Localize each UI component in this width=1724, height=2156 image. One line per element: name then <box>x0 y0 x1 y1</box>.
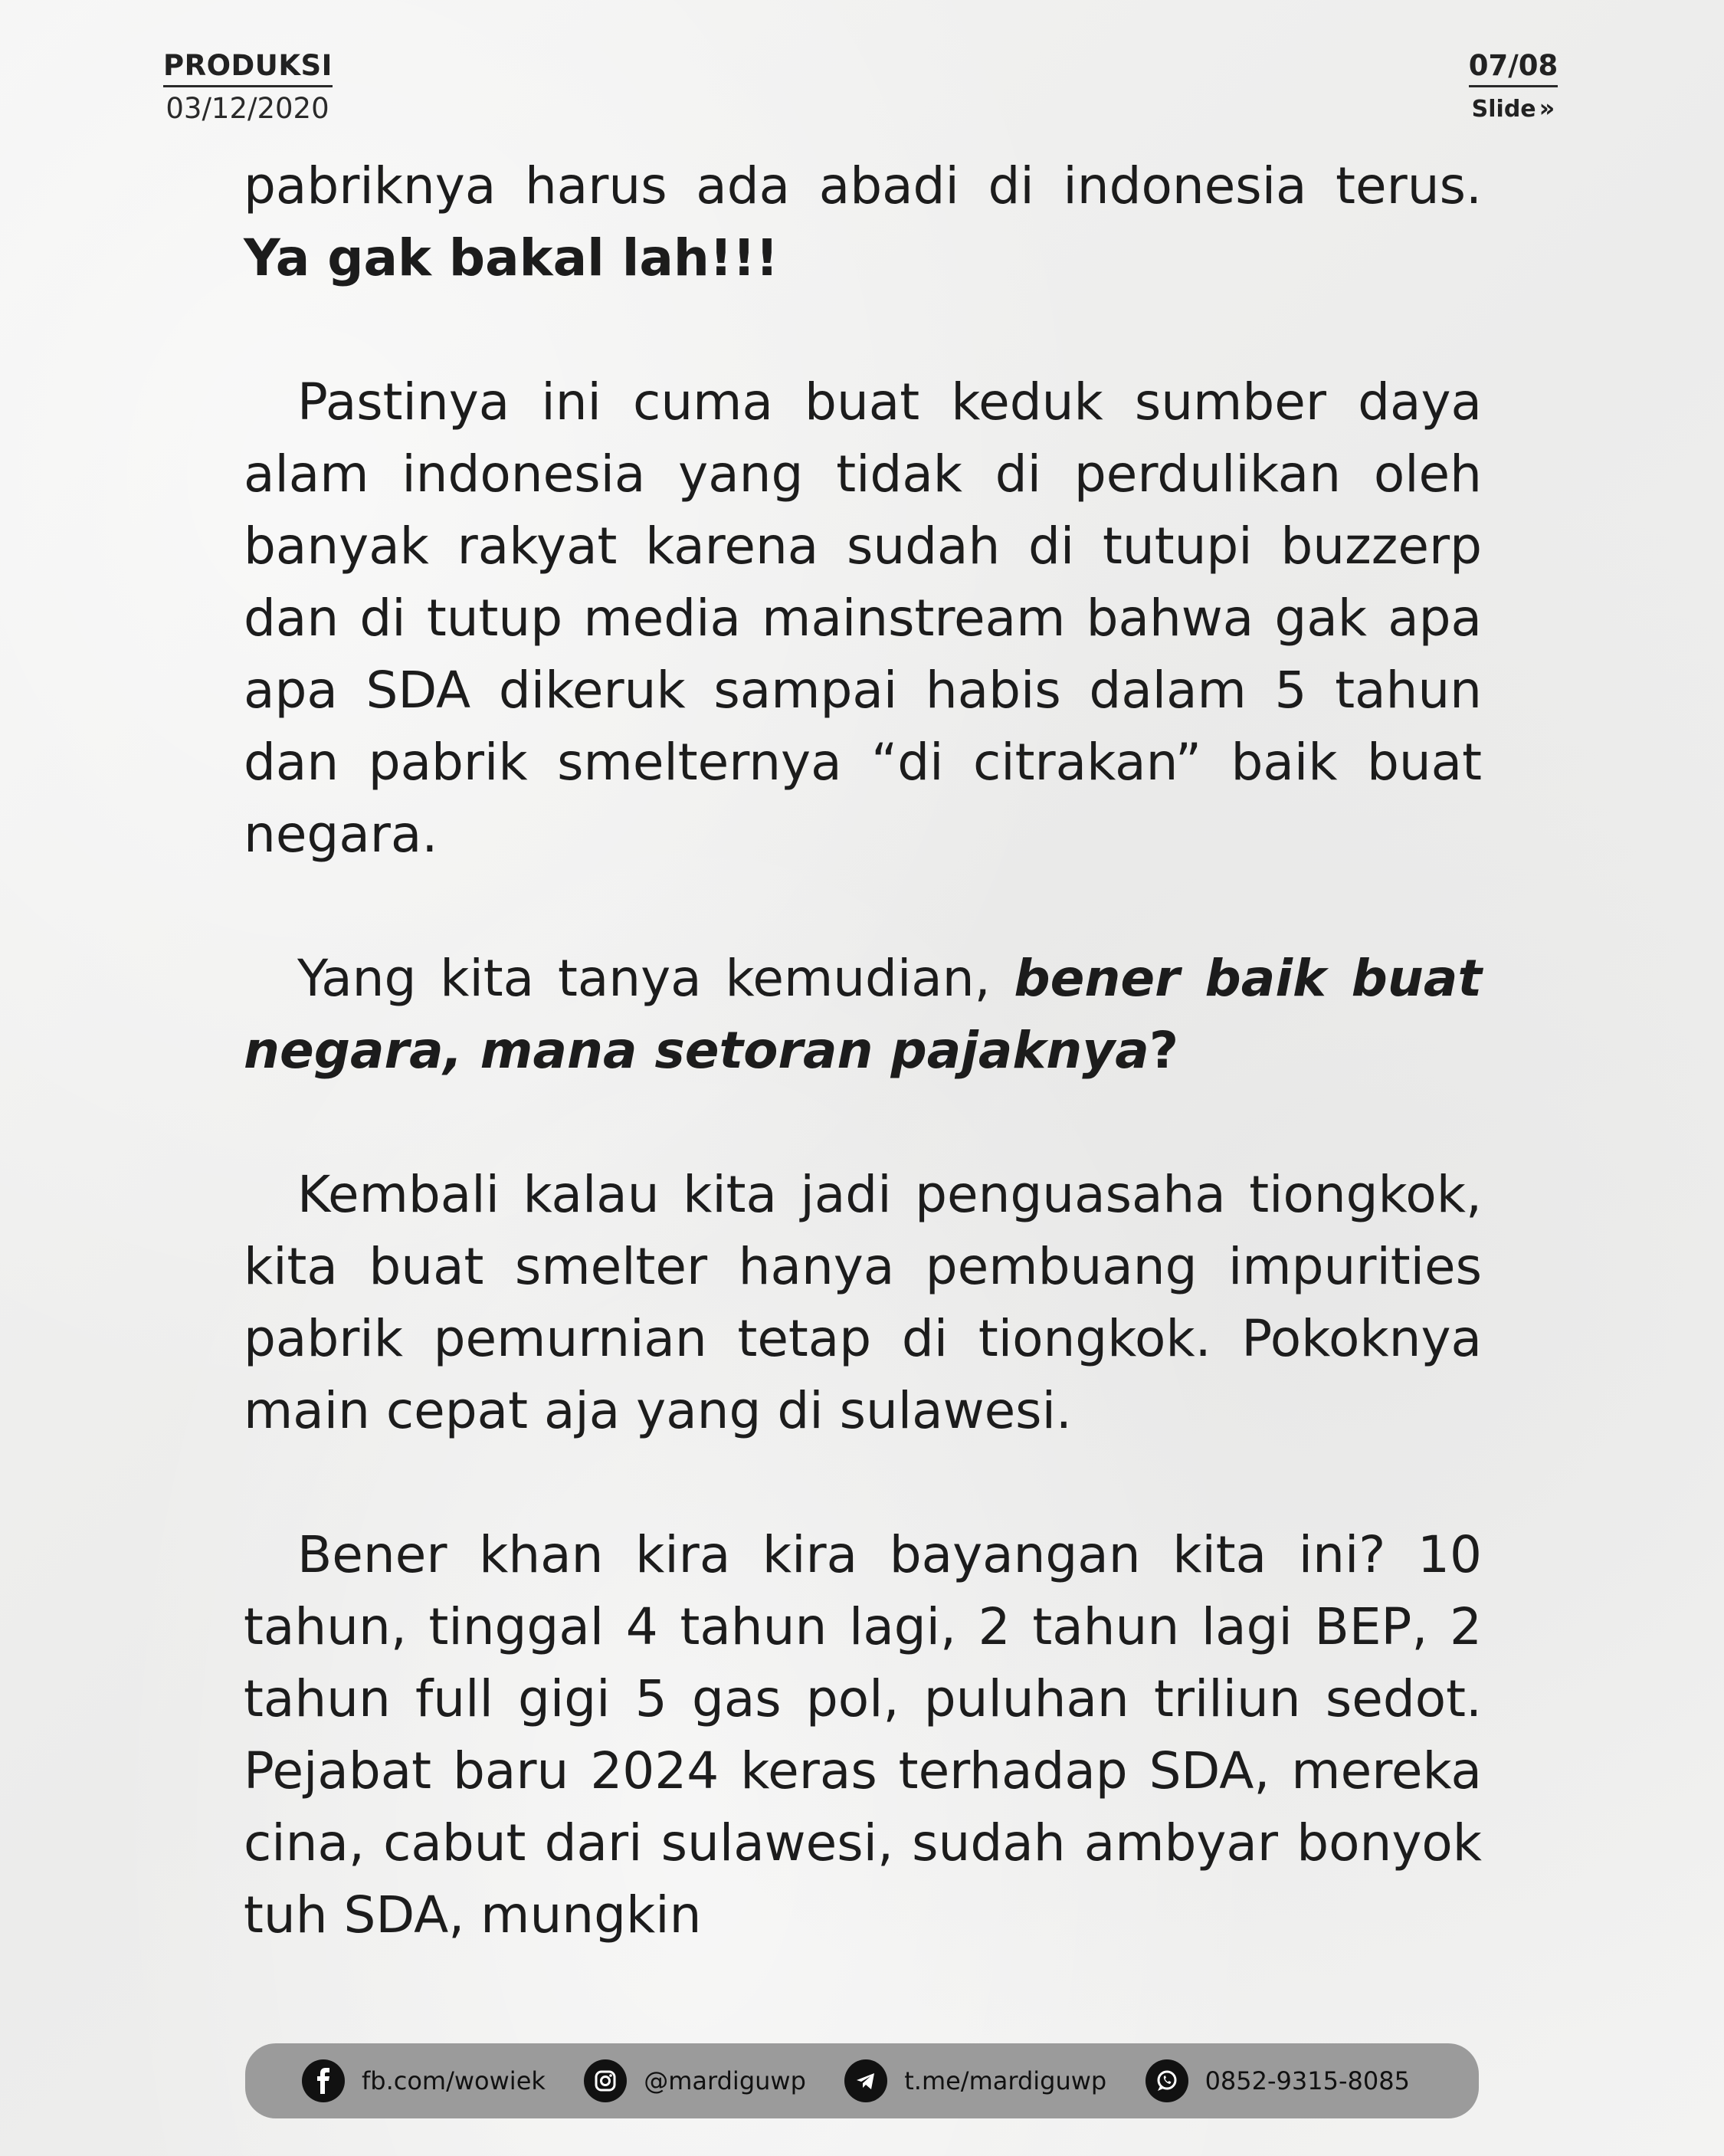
instagram-label: @mardiguwp <box>644 2066 806 2095</box>
paragraph-1-emphasis: Ya gak bakal lah!!! <box>244 228 779 287</box>
paragraph-3-question-mark: ? <box>1149 1021 1179 1080</box>
double-chevron-right-icon: » <box>1539 94 1555 123</box>
paragraph-3-text: Yang kita tanya kemudian, <box>297 949 1014 1008</box>
instagram-icon <box>584 2059 627 2102</box>
whatsapp-link[interactable] <box>1146 2059 1410 2102</box>
paragraph-3-emphasis: bener baik buat negara, mana setoran pajaknya <box>244 949 1482 1080</box>
paragraph-2-text: Pastinya ini cuma buat keduk sumber daya alam indonesia yang tidak di perdulikan oleh banyak rakyat karena sudah di tutupi buzzerp dan di tutup media mainstream bahwa gak apa apa SDA dikeruk sampai habis dalam 5 tahun dan pabrik smelternya “di citrakan” baik buat negara. <box>244 372 1482 864</box>
telegram-link[interactable] <box>844 2059 1106 2102</box>
article-body <box>244 150 1482 1951</box>
instagram-link[interactable] <box>584 2059 806 2102</box>
facebook-label: fb.com/wowiek <box>362 2066 546 2095</box>
category-label: PRODUKSI <box>163 49 333 87</box>
slide-indicator <box>1463 94 1563 123</box>
whatsapp-icon <box>1146 2059 1188 2102</box>
telegram-icon <box>844 2059 887 2102</box>
telegram-label: t.me/mardiguwp <box>904 2066 1107 2095</box>
date-label: 03/12/2020 <box>166 92 329 125</box>
paragraph-4 <box>244 1159 1482 1447</box>
slide-label: Slide <box>1471 96 1536 123</box>
paragraph-5-text: Bener khan kira kira bayangan kita ini? 10 tahun, tinggal 4 tahun lagi, 2 tahun lagi BEP, 2 tahun full gigi 5 gas pol, puluhan triliun sedot. Pejabat baru 2024 keras terhadap SDA, mereka cina, cabut dari sulawesi, sudah ambyar bonyok tuh SDA, mungkin <box>244 1525 1482 1944</box>
facebook-link[interactable] <box>302 2059 546 2102</box>
paragraph-4-text: Kembali kalau kita jadi penguasaha tiongkok, kita buat smelter hanya pembuang impurities pabrik pemurnian tetap di tiongkok. Pokoknya main cepat aja yang di sulawesi. <box>244 1165 1482 1440</box>
social-bar <box>245 2043 1479 2118</box>
facebook-icon <box>302 2059 345 2102</box>
paragraph-5 <box>244 1519 1482 1951</box>
whatsapp-label: 0852-9315-8085 <box>1205 2066 1410 2095</box>
paragraph-1 <box>244 150 1482 294</box>
header-right <box>1463 49 1563 123</box>
paragraph-2 <box>244 366 1482 871</box>
paragraph-3 <box>244 943 1482 1087</box>
paragraph-1-text: pabriknya harus ada abadi di indonesia terus. <box>244 156 1482 215</box>
header-left <box>163 49 332 125</box>
slide-number: 07/08 <box>1469 49 1558 87</box>
